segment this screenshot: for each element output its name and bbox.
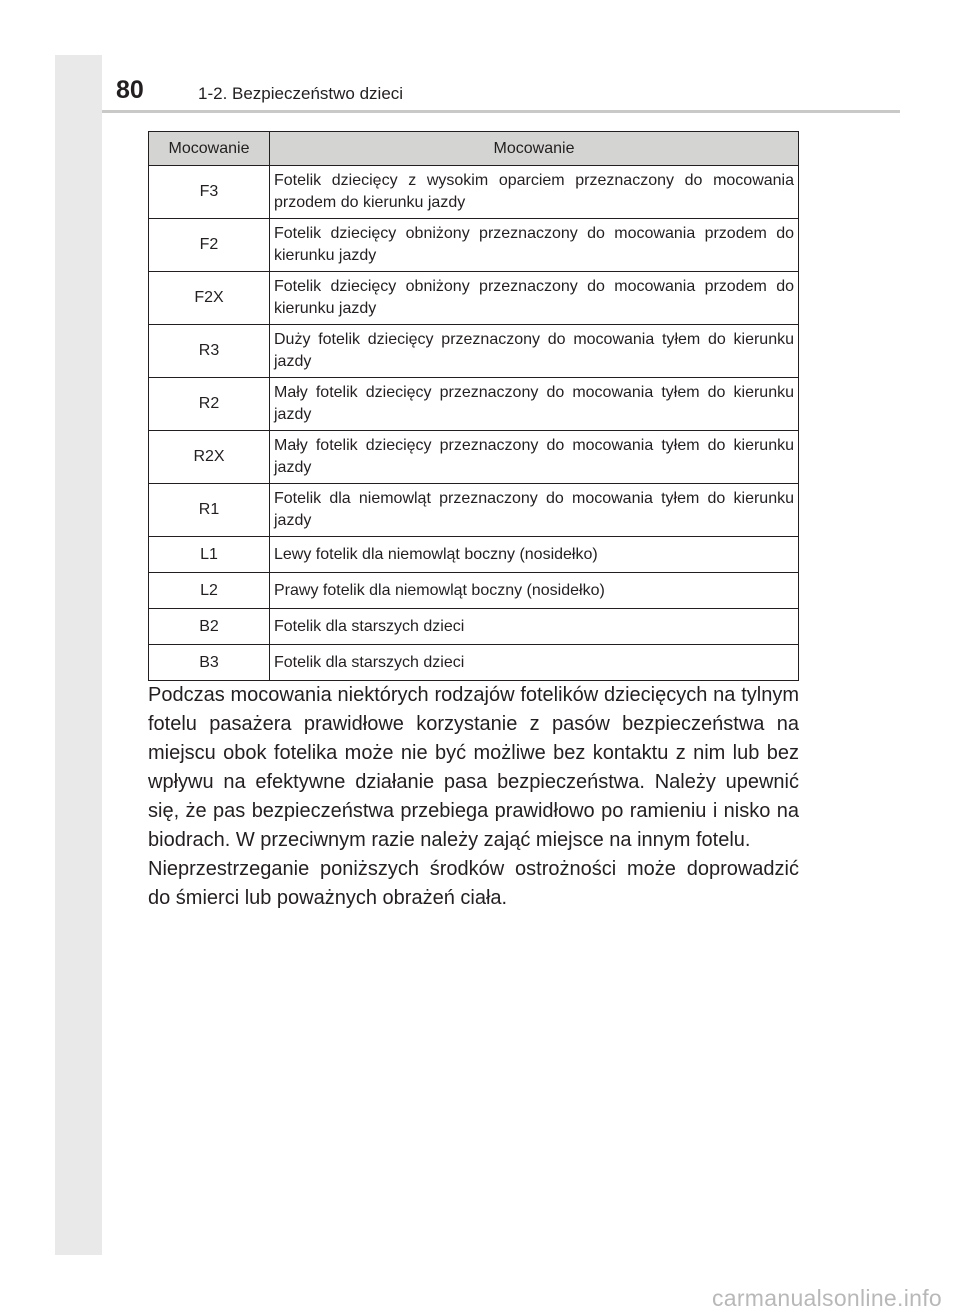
- table-row: [149, 484, 799, 537]
- row-description: Fotelik dla niemowląt przeznaczony do mocowania tyłem do kierunku jazdy: [270, 484, 799, 537]
- row-description: Fotelik dziecięcy obniżony przeznaczony do mocowania przodem do kierunku jazdy: [270, 272, 799, 325]
- row-description: Fotelik dziecięcy z wysokim oparciem przeznaczony do mocowania przodem do kierunku jazdy: [270, 166, 799, 219]
- row-description: Duży fotelik dziecięcy przeznaczony do mocowania tyłem do kierunku jazdy: [270, 325, 799, 378]
- table-row: [149, 166, 799, 219]
- row-code: L1: [149, 537, 270, 573]
- table-row: [149, 645, 799, 681]
- row-code: R2X: [149, 431, 270, 484]
- row-code: F2: [149, 219, 270, 272]
- row-code: L2: [149, 573, 270, 609]
- row-code: F2X: [149, 272, 270, 325]
- row-code: B3: [149, 645, 270, 681]
- paragraph-seatbelt-info: Podczas mocowania niektórych rodzajów fotelików dziecięcych na tylnym fotelu pasażera prawidłowe korzystanie z pasów bezpieczeństwa na miejscu obok fotelika może nie być możliwe bez kontaktu z nim lub bez wpływu na efektywne działanie pasa bezpieczeństwa. Należy upewnić się, że pas bezpieczeństwa przebiega prawidłowo po ramieniu i nisko na biodrach. W przeciwnym razie należy zająć miejsce na innym fotelu.: [148, 684, 799, 851]
- section-title: 1-2. Bezpieczeństwo dzieci: [198, 84, 404, 103]
- row-code: R2: [149, 378, 270, 431]
- row-code: F3: [149, 166, 270, 219]
- mounting-table: [148, 131, 799, 681]
- row-description: Mały fotelik dziecięcy przeznaczony do mocowania tyłem do kierunku jazdy: [270, 378, 799, 431]
- table-row: [149, 573, 799, 609]
- row-description: Fotelik dziecięcy obniżony przeznaczony do mocowania przodem do kierunku jazdy: [270, 219, 799, 272]
- row-description: Prawy fotelik dla niemowląt boczny (nosidełko): [270, 573, 799, 609]
- table-header-row: [149, 132, 799, 166]
- table-row: [149, 272, 799, 325]
- table-row: [149, 609, 799, 645]
- table-row: [149, 537, 799, 573]
- row-description: Mały fotelik dziecięcy przeznaczony do mocowania tyłem do kierunku jazdy: [270, 431, 799, 484]
- table-row: [149, 431, 799, 484]
- row-code: R3: [149, 325, 270, 378]
- row-code: B2: [149, 609, 270, 645]
- table-row: [149, 325, 799, 378]
- header-rule: [102, 110, 900, 113]
- body-text: [148, 681, 799, 913]
- row-description: Fotelik dla starszych dzieci: [270, 645, 799, 681]
- side-margin-strip: [55, 55, 102, 1255]
- table-row: [149, 378, 799, 431]
- table-row: [149, 219, 799, 272]
- row-description: Fotelik dla starszych dzieci: [270, 609, 799, 645]
- column-header-code: Mocowanie: [149, 132, 270, 166]
- row-description: Lewy fotelik dla niemowląt boczny (nosidełko): [270, 537, 799, 573]
- paragraph-warning-intro: Nieprzestrzeganie poniższych środków ostrożności może doprowadzić do śmierci lub poważnych obrażeń ciała.: [148, 858, 799, 909]
- row-code: R1: [149, 484, 270, 537]
- column-header-description: Mocowanie: [270, 132, 799, 166]
- page-number: 80: [116, 76, 144, 104]
- watermark: carmanualsonline.info: [711, 1285, 942, 1311]
